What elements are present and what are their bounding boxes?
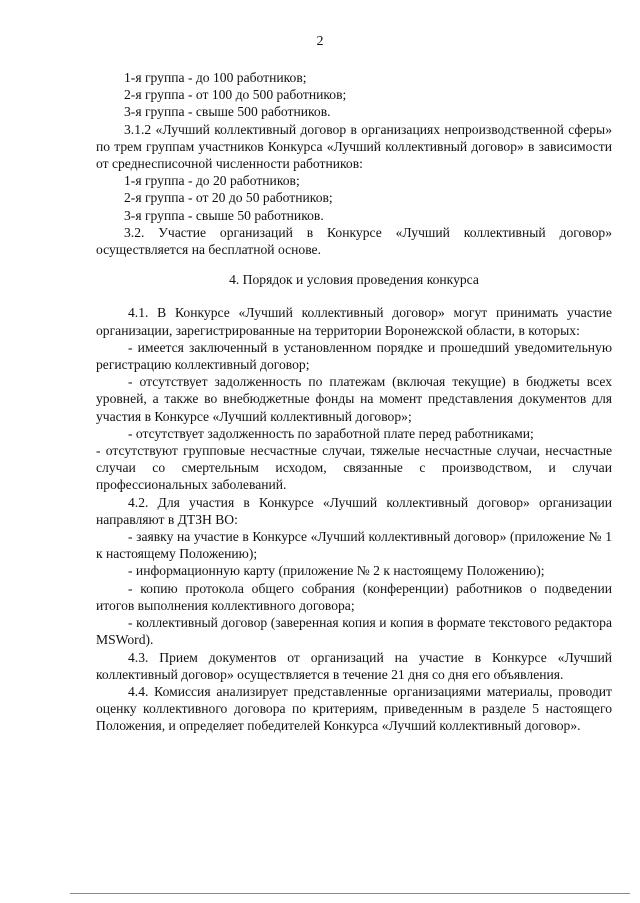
paragraph-group-2b: 2-я группа - от 20 до 50 работников; — [124, 190, 333, 206]
paragraph-group-2: 2-я группа - от 100 до 500 работников; — [124, 87, 347, 103]
paragraph-group-1: 1-я группа - до 100 работников; — [124, 70, 307, 85]
bullet-no-budget-debt: - отсутствует задолженность по платежам (включая текущие) в бюджеты всех уровней, а также во внебюджетные фонды на момент представления документов для участия в Конкурсе «Лучший коллективный договор»; — [96, 374, 612, 424]
bullet-application: - заявку на участие в Конкурсе «Лучший коллективный договор» (приложение № 1 к настоящему Положению); — [96, 529, 612, 562]
paragraph-group-3: 3-я группа - свыше 500 работников. — [124, 104, 331, 120]
paragraph-4-3: 4.3. Прием документов от организаций на участие в Конкурсе «Лучший коллективный договор» осуществляется в течение 21 дня со дня его объявления. — [96, 649, 612, 682]
bullet-info-card: - информационную карту (приложение № 2 к настоящему Положению); — [128, 563, 545, 579]
paragraph-4-1: 4.1. В Конкурсе «Лучший коллективный договор» могут принимать участие организации, зарегистрированные на территории Воронежской области, в которых: — [96, 305, 612, 338]
bullet-agreement-copy: - коллективный договор (заверенная копия и копия в формате текстового редактора MSWord). — [96, 615, 612, 648]
paragraph-group-3b: 3-я группа - свыше 50 работников. — [124, 207, 324, 223]
page-number: 2 — [316, 34, 324, 49]
paragraph-3-1-2: 3.1.2 «Лучший коллективный договор в организациях непроизводственной сферы» по трем группам участников Конкурса «Лучший коллективный договор» в зависимости от среднесписочной численности работников: — [96, 121, 612, 172]
document-body — [96, 69, 612, 735]
bullet-protocol-copy: - копию протокола общего собрания (конференции) работников о подведении итогов выполнения коллективного договора; — [96, 580, 612, 613]
bullet-registered-agreement: - имеется заключенный в установленном порядке и прошедший уведомительную регистрацию коллективный договор; — [96, 339, 612, 373]
bullet-no-wage-debt: - отсутствует задолженность по заработной плате перед работниками; — [128, 425, 534, 441]
paragraph-group-1b: 1-я группа - до 20 работников; — [124, 173, 300, 189]
section-heading: 4. Порядок и условия проведения конкурса — [229, 272, 479, 288]
bullet-no-accidents: - отсутствуют групповые несчастные случаи, тяжелые несчастные случаи, несчастные случаи со смертельным исходом, связанные с производством, и случаи профессиональных заболеваний. — [96, 443, 612, 493]
paragraph-4-4: 4.4. Комиссия анализирует представленные организациями материалы, проводит оценку коллективного договора по критериям, приведенным в разделе 5 настоящего Положения, и определяет победителей Конкурса «Лучший коллективный договор». — [96, 683, 612, 734]
paragraph-4-2: 4.2. Для участия в Конкурсе «Лучший коллективный договор» организации направляют в ДТЗН ВО: — [96, 494, 612, 527]
paragraph-3-2: 3.2. Участие организаций в Конкурсе «Лучший коллективный договор» осуществляется на бесплатной основе. — [96, 224, 612, 258]
bottom-divider — [70, 893, 630, 894]
